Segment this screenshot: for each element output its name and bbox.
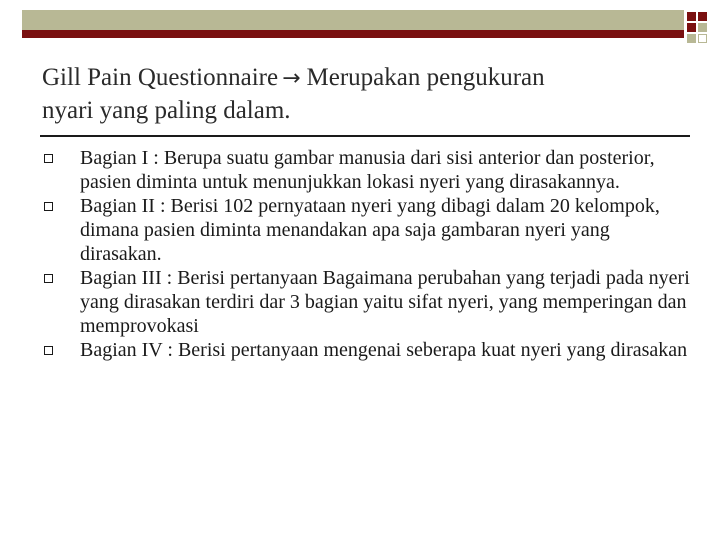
title-text-continued: Merupakan pengukuran (306, 64, 545, 91)
corner-square (687, 12, 696, 21)
hollow-square-bullet-icon (44, 154, 53, 163)
corner-square (687, 23, 696, 32)
corner-square (687, 34, 696, 43)
title-text: Gill Pain Questionnaire (42, 64, 279, 91)
corner-square (698, 12, 707, 21)
list-item-text: Bagian I : Berupa suatu gambar manusia dari sisi anterior dan posterior, pasien diminta untuk menunjukkan lokasi nyeri yang dirasakannya. (80, 147, 655, 193)
hollow-square-bullet-icon (44, 274, 53, 283)
list-item-text: Bagian II : Berisi 102 pernyataan nyeri yang dibagi dalam 20 kelompok, dimana pasien diminta menandakan apa saja gambaran nyeri yang dirasakan. (80, 195, 660, 265)
list-item (40, 194, 690, 266)
corner-decoration (687, 12, 707, 42)
list-item-text: Bagian III : Berisi pertanyaan Bagaimana perubahan yang terjadi pada nyeri yang dirasakan terdiri dar 3 bagian yaitu sifat nyeri, yang memperingan dan memprovokasi (80, 267, 690, 337)
hollow-square-bullet-icon (44, 202, 53, 211)
list-item-text: Bagian IV : Berisi pertanyaan mengenai seberapa kuat nyeri yang dirasakan (80, 339, 688, 361)
bullet-list (40, 146, 690, 362)
slide-title (42, 62, 682, 127)
list-item (40, 338, 690, 362)
corner-square (698, 34, 707, 43)
title-text-line2: nyari yang paling dalam. (42, 97, 291, 124)
header-band (22, 10, 684, 30)
arrow-right-icon: → (282, 66, 301, 91)
list-item (40, 146, 690, 194)
hollow-square-bullet-icon (44, 346, 53, 355)
title-divider (40, 135, 690, 137)
list-item (40, 266, 690, 338)
corner-square (698, 23, 707, 32)
header-accent-stripe (22, 30, 684, 38)
